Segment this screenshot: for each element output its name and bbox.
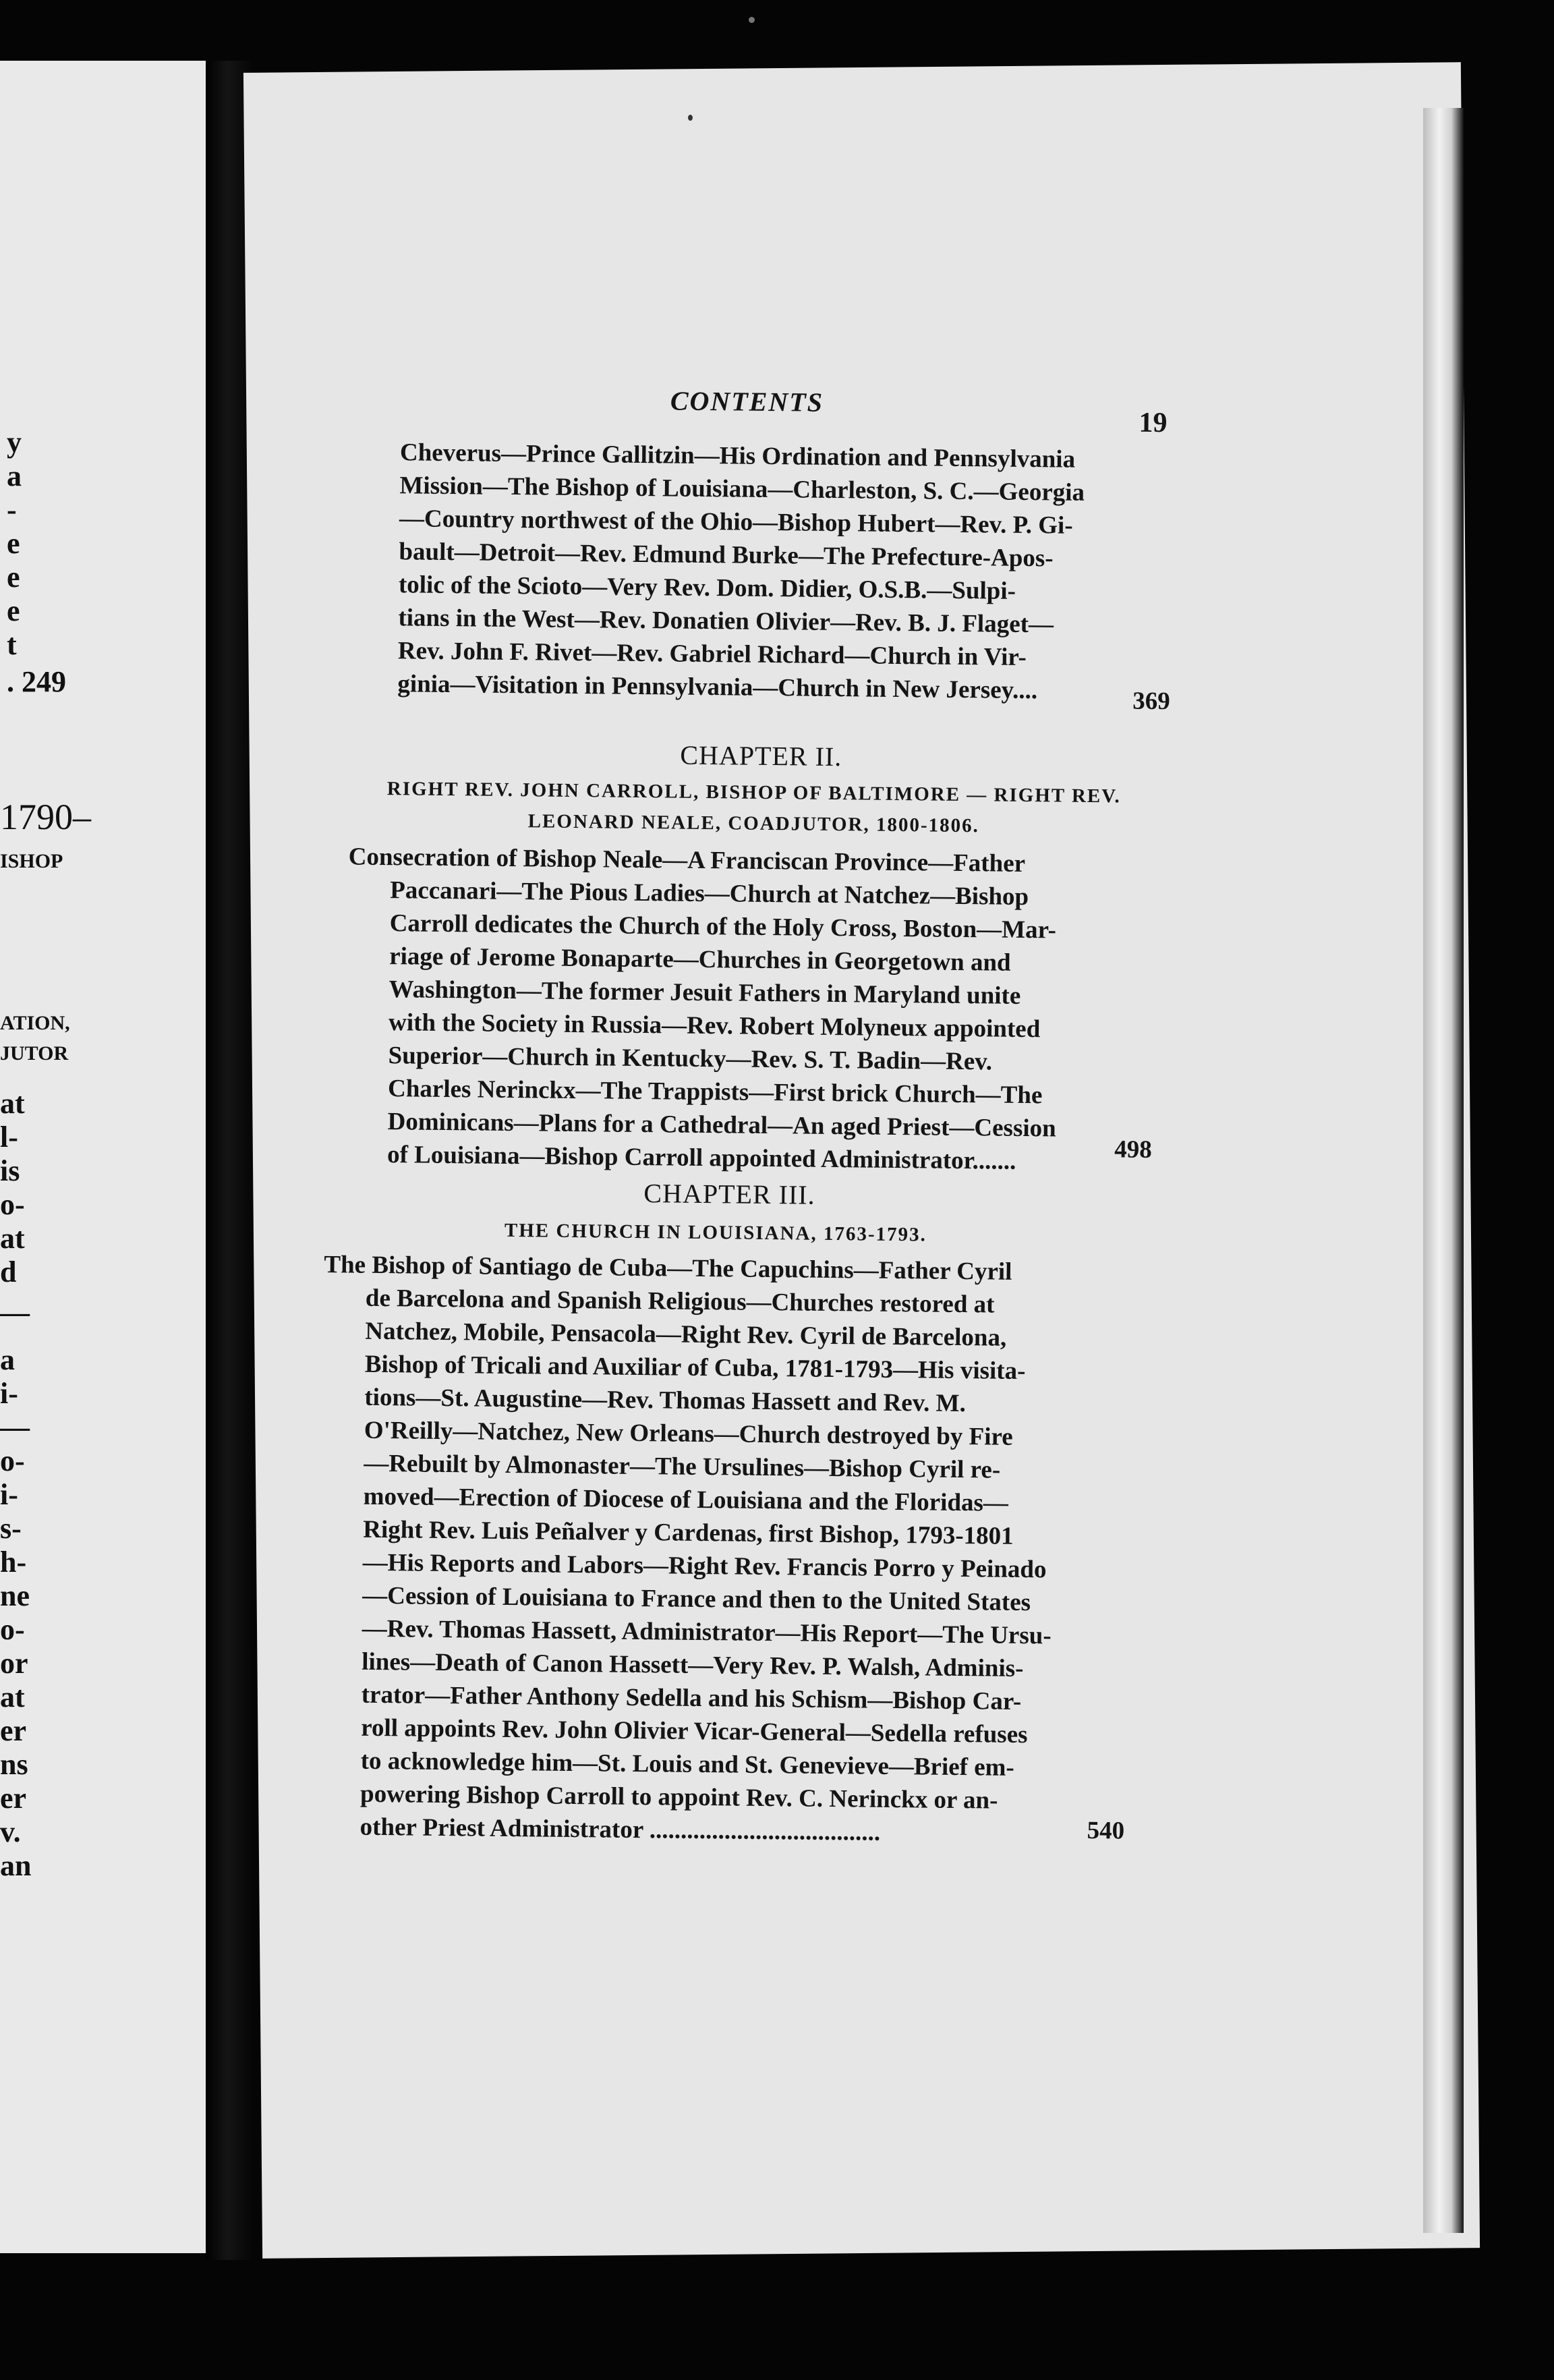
chapter-subtitle xyxy=(335,772,1172,843)
left-edge-line: s- xyxy=(0,1512,22,1545)
text-line: tions—St. Augustine—Rev. Thomas Hassett and Rev. M. xyxy=(364,1383,967,1418)
left-edge-line: ATION, xyxy=(0,1012,70,1034)
text-line: Superior—Church in Kentucky—Rev. S. T. Badin—Rev. xyxy=(388,1042,993,1076)
text-line: Natchez, Mobile, Pensacola—Right Rev. Cyril de Barcelona, xyxy=(365,1317,1007,1352)
left-edge-line: h- xyxy=(0,1546,27,1579)
left-facing-page xyxy=(0,61,206,2253)
toc-page-number: 498 xyxy=(1114,1135,1152,1164)
text-line: riage of Jerome Bonaparte—Churches in Georgetown and xyxy=(388,942,1011,977)
chapter-heading: CHAPTER III. xyxy=(643,1178,815,1210)
text-line: powering Bishop Carroll to appoint Rev. C. Nerinckx or an- xyxy=(359,1780,998,1815)
left-edge-line: an xyxy=(0,1849,32,1882)
text-line: —Rebuilt by Almonaster—The Ursulines—Bishop Cyril re- xyxy=(364,1449,1001,1484)
text-line: Consecration of Bishop Neale—A Franciscan Province—Father xyxy=(348,843,1026,878)
text-line: Cheverus—Prince Gallitzin—His Ordination and Pennsylvania xyxy=(399,438,1076,474)
left-edge-line: JUTOR xyxy=(0,1042,69,1065)
left-edge-line: or xyxy=(0,1647,28,1680)
chapter-heading: CHAPTER II. xyxy=(680,739,842,772)
text-line: Charles Nerinckx—The Trappists—First brick Church—The xyxy=(387,1075,1043,1110)
text-line: Washington—The former Jesuit Fathers in Maryland unite xyxy=(388,975,1021,1010)
toc-page-number: 540 xyxy=(1087,1817,1125,1845)
text-line: tians in the West—Rev. Donatien Olivier—Rev. B. J. Flaget— xyxy=(398,604,1054,639)
text-line: The Bishop of Santiago de Cuba—The Capuchins—Father Cyril xyxy=(324,1251,1012,1286)
scan-speck xyxy=(688,115,693,121)
text-line: —Country northwest of the Ohio—Bishop Hubert—Rev. P. Gi- xyxy=(399,505,1073,540)
left-edge-page-number: . 249 xyxy=(7,665,66,698)
text-line: Carroll dedicates the Church of the Holy Cross, Boston—Mar- xyxy=(389,909,1057,944)
running-head: CONTENTS xyxy=(670,385,824,418)
text-line: bault—Detroit—Rev. Edmund Burke—The Prefecture-Apos- xyxy=(399,538,1054,573)
text-line: to acknowledge him—St. Louis and St. Genevieve—Brief em- xyxy=(360,1747,1015,1782)
text-line: other Priest Administrator ..................................... xyxy=(359,1813,881,1846)
left-edge-line: e xyxy=(7,527,20,560)
left-edge-line: a xyxy=(7,459,22,492)
left-edge-line: e xyxy=(7,561,20,594)
text-line: —His Reports and Labors—Right Rev. Francis Porro y Peinado xyxy=(362,1548,1047,1584)
left-edge-line: — xyxy=(0,1296,30,1329)
text-line: —Cession of Louisiana to France and then to the United States xyxy=(362,1581,1031,1617)
text-line: —Rev. Thomas Hassett, Administrator—His Report—The Ursu- xyxy=(362,1614,1052,1650)
text-line: lines—Death of Canon Hassett—Very Rev. P. Walsh, Adminis- xyxy=(362,1647,1024,1683)
toc-entry-text xyxy=(345,840,1111,1179)
text-line: of Louisiana—Bishop Carroll appointed Administrator....... xyxy=(386,1141,1016,1175)
left-edge-line: at xyxy=(0,1680,25,1713)
text-line: Rev. John F. Rivet—Rev. Gabriel Richard—Church in Vir- xyxy=(397,637,1027,671)
text-line: moved—Erection of Diocese of Louisiana and the Floridas— xyxy=(363,1482,1009,1517)
left-edge-line: ne xyxy=(0,1579,30,1612)
text-line: Paccanari—The Pious Ladies—Church at Natchez—Bishop xyxy=(389,876,1029,911)
left-edge-line: l- xyxy=(0,1121,18,1154)
left-edge-line: t xyxy=(7,628,17,661)
left-edge-line: y xyxy=(7,426,22,459)
left-edge-line: o- xyxy=(0,1188,25,1221)
left-edge-line: e xyxy=(7,594,20,627)
left-edge-line: er xyxy=(0,1714,27,1747)
text-line: Dominicans—Plans for a Cathedral—An aged Priest—Cession xyxy=(387,1108,1056,1143)
left-edge-line: v. xyxy=(0,1815,21,1848)
left-edge-line: 1790– xyxy=(0,797,91,837)
subtitle-line: THE CHURCH IN LOUISIANA, 1763-1793. xyxy=(504,1219,927,1246)
text-line: tolic of the Scioto—Very Rev. Dom. Didier, O.S.B.—Sulpi- xyxy=(398,571,1016,605)
text-line: de Barcelona and Spanish Religious—Churches restored at xyxy=(365,1284,995,1319)
left-edge-line: ns xyxy=(0,1748,28,1781)
subtitle-line: LEONARD NEALE, COADJUTOR, 1800-1806. xyxy=(527,810,980,837)
toc-entry-text xyxy=(318,1248,1086,1851)
left-edge-line: - xyxy=(7,493,17,526)
left-edge-line: o- xyxy=(0,1444,25,1477)
page-stack-edge xyxy=(1423,108,1464,2233)
left-edge-line: o- xyxy=(0,1613,25,1646)
left-edge-line: d xyxy=(0,1255,17,1288)
left-edge-line: a xyxy=(0,1343,15,1376)
text-line: trator—Father Anthony Sedella and his Schism—Bishop Car- xyxy=(361,1680,1022,1716)
toc-page-number: 369 xyxy=(1132,687,1170,716)
text-line: with the Society in Russia—Rev. Robert Molyneux appointed xyxy=(388,1009,1041,1044)
left-edge-line: i- xyxy=(0,1478,18,1511)
text-line: ginia—Visitation in Pennsylvania—Church in New Jersey.... xyxy=(397,670,1038,705)
left-edge-line: i- xyxy=(0,1377,18,1410)
text-line: Bishop of Tricali and Auxiliar of Cuba, 1781-1793—His visita- xyxy=(364,1350,1026,1386)
left-edge-line: at xyxy=(0,1087,25,1120)
left-edge-line: ISHOP xyxy=(0,850,63,872)
text-line: roll appoints Rev. John Olivier Vicar-General—Sedella refuses xyxy=(360,1713,1028,1749)
left-edge-line: is xyxy=(0,1154,20,1187)
left-edge-line: — xyxy=(0,1411,30,1444)
text-line: Right Rev. Luis Peñalver y Cardenas, first Bishop, 1793-1801 xyxy=(363,1515,1014,1550)
text-line: Mission—The Bishop of Louisiana—Charleston, S. C.—Georgia xyxy=(399,472,1085,507)
left-edge-line: at xyxy=(0,1222,25,1255)
left-edge-line: er xyxy=(0,1782,27,1815)
toc-entry-text xyxy=(397,436,1128,708)
subtitle-line: RIGHT REV. JOHN CARROLL, BISHOP OF BALTIMORE — RIGHT REV. xyxy=(386,778,1121,808)
text-line: O'Reilly—Natchez, New Orleans—Church destroyed by Fire xyxy=(364,1416,1013,1451)
scan-speck xyxy=(749,17,755,23)
page-number: 19 xyxy=(1139,407,1168,439)
